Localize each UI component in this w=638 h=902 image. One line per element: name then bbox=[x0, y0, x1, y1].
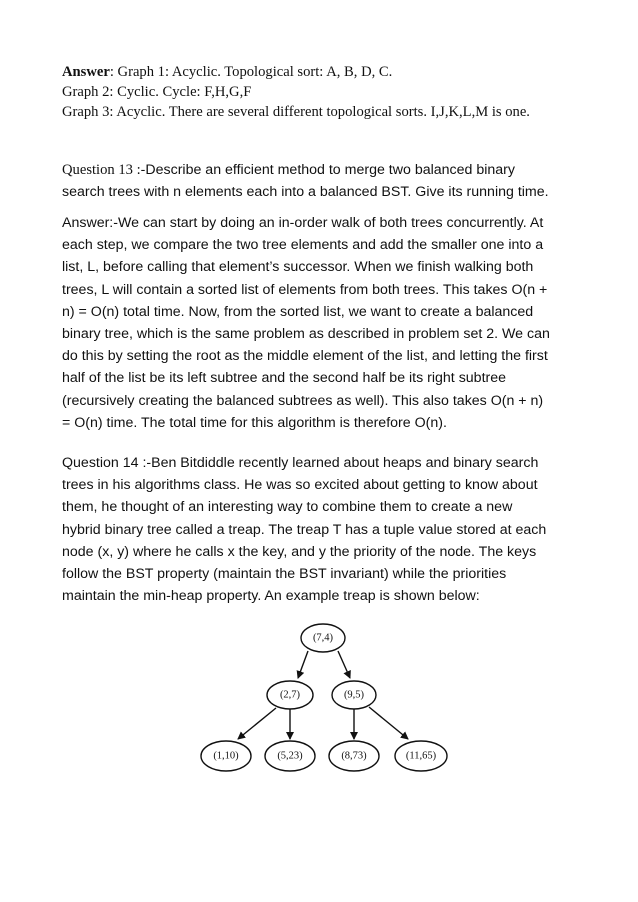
question-14-line: follow the BST property (maintain the BST invariant) while the priorities bbox=[62, 566, 507, 583]
treap-node-root bbox=[301, 624, 345, 652]
question-14-line: trees in his algorithms class. He was so excited about getting to know about bbox=[62, 477, 538, 494]
answer-13 bbox=[62, 212, 592, 434]
graph2-answer-line: Graph 2: Cyclic. Cycle: F,H,G,F bbox=[62, 84, 252, 100]
graph3-answer-line: Graph 3: Acyclic. There are several different topological sorts. I,J,K,L,M is one. bbox=[62, 104, 530, 120]
treap-node-right-left bbox=[329, 741, 379, 771]
treap-node-right-right-label: (11,65) bbox=[405, 750, 437, 762]
answer-13-line: trees, L will contain a sorted list of elements from both trees. This takes O(n + bbox=[62, 281, 548, 298]
treap-node-right bbox=[332, 681, 376, 709]
treap-node-root-label: (7,4) bbox=[312, 632, 334, 644]
treap-node-left-right-label: (5,23) bbox=[277, 750, 303, 762]
question-14-line: hybrid binary tree called a treap. The treap T has a tuple value stored at each bbox=[62, 521, 547, 538]
question-13-prefix: Question 13 : bbox=[62, 162, 141, 178]
answer-13-line: Answer:-We can start by doing an in-order walk of both trees concurrently. At bbox=[62, 215, 544, 231]
treap-diagram bbox=[195, 616, 465, 781]
question-14-line: Question 14 :-Ben Bitdiddle recently learned about heaps and binary search bbox=[62, 455, 539, 471]
edge-left-left bbox=[238, 708, 276, 739]
edge-right-right bbox=[369, 707, 408, 739]
answer-13-line: binary tree, which is the same problem as described in problem set 2. We can bbox=[62, 326, 550, 343]
treap-node-right-label: (9,5) bbox=[343, 689, 365, 701]
treap-node-left-left bbox=[201, 741, 251, 771]
answer-13-line: do this by setting the root as the middle element of the list, and letting the first bbox=[62, 348, 548, 365]
answer-13-line: half of the list be its left subtree and the second half be its right subtree bbox=[62, 370, 507, 387]
treap-node-right-left-label: (8,73) bbox=[341, 750, 367, 762]
question-13-line-2: search trees with n elements each into a balanced BST. Give its running time. bbox=[62, 184, 549, 201]
edge-root-left bbox=[298, 651, 308, 678]
treap-node-left-left-label: (1,10) bbox=[213, 750, 239, 762]
answer-13-line: = O(n) time. The total time for this algorithm is therefore O(n). bbox=[62, 414, 447, 431]
question-13-text-1: -Describe an efficient method to merge two balanced binary bbox=[140, 162, 515, 178]
answer-label: Answer bbox=[62, 64, 110, 80]
question-13 bbox=[62, 159, 592, 203]
answer-13-line: list, L, before calling that element’s successor. When we finish walking both bbox=[62, 259, 534, 276]
graph-answers bbox=[62, 62, 592, 122]
answer-13-line: (recursively creating the balanced subtrees as well). This also takes O(n + n) bbox=[62, 392, 544, 409]
answer-13-line: each step, we compare the two tree elements and add the smaller one into a bbox=[62, 237, 544, 254]
treap-node-left bbox=[267, 681, 313, 709]
treap-node-left-right bbox=[265, 741, 315, 771]
question-13-line-1 bbox=[62, 159, 592, 181]
graph1-answer-text: : Graph 1: Acyclic. Topological sort: A, B, D, C. bbox=[109, 64, 393, 80]
treap-node-right-right bbox=[395, 741, 447, 771]
graph1-answer-line bbox=[62, 62, 592, 82]
question-14-line: maintain the min-heap property. An example treap is shown below: bbox=[62, 588, 480, 605]
answer-13-line: n) = O(n) total time. Now, from the sorted list, we want to create a balanced bbox=[62, 303, 534, 320]
question-14-line: node (x, y) where he calls x the key, and y the priority of the node. The keys bbox=[62, 543, 537, 560]
question-14 bbox=[62, 452, 592, 607]
edge-root-right bbox=[338, 651, 350, 678]
question-14-line: them, he thought of an interesting way to combine them to create a new bbox=[62, 499, 513, 516]
treap-node-left-label: (2,7) bbox=[279, 689, 301, 701]
